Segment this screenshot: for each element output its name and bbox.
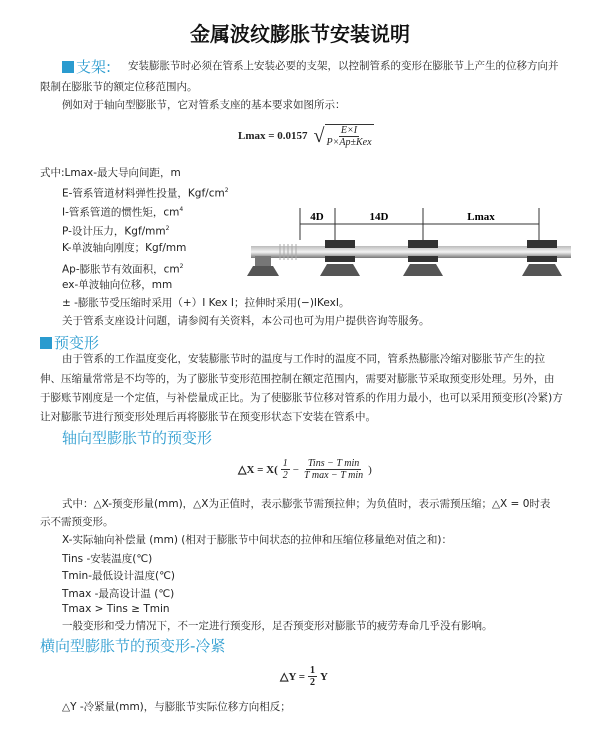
formula-numerator: E×I xyxy=(340,125,358,136)
predeform-heading: 预变形 xyxy=(40,332,99,353)
var-e: E-管系管道材料弹性投量，Kgf/$cm^2$ xyxy=(62,187,229,200)
dim-label-lmax: Lmax xyxy=(467,211,495,223)
axial-heading: 轴向型膨胀节的预变形 xyxy=(62,429,213,447)
support-note: 关于管系支座设计问题，请参阅有关资料，本公司也可为用户提供咨询等服务。 xyxy=(62,315,430,327)
support-heading-text: 支架: xyxy=(76,58,112,76)
axial-line-note: 一般变形和受力情况下，不一定进行预变形，足否预变形对膨胀节的疲劳寿命几乎没有影响。 xyxy=(62,620,493,632)
predeform-para-1: 由于管系的工作温度变化，安装膨胀节时的温度与工作时的温度不同，管系热膨胀冷缩对膨胀节产生的拉 xyxy=(62,353,545,365)
axial-line-tmin: Tmin-最低设计温度(℃) xyxy=(62,570,175,582)
square-bullet-icon xyxy=(62,61,74,73)
dim-label-4d: 4D xyxy=(310,211,324,223)
support-example: 例如对于轴向型膨胀节，它对管系支座的基本要求如图所示： xyxy=(62,99,346,111)
axial-line-tins: Tins -安装温度(℃) xyxy=(62,553,153,565)
axial-line-1: 式中：△X-预变形量(mm)，△X为正值时，表示膨张节需预拉伸；为负值时，表示需预压缩；△X = 0时表 xyxy=(62,498,551,510)
square-bullet-icon xyxy=(40,337,52,349)
var-pm: ± -膨胀节受压缩时采用（+）I Kex I；拉伸时采用(−)IKexI。 xyxy=(62,297,350,309)
axial-line-ineq: Tmax > Tins ≥ Tmin xyxy=(62,603,170,615)
support-diagram xyxy=(245,200,575,280)
formula-denominator: P×Ap±Kex xyxy=(326,137,372,148)
formula-lhs: Lmax = 0.0157 xyxy=(238,130,308,142)
lateral-heading: 横向型膨胀节的预变形-冷紧 xyxy=(40,637,226,655)
axial-line-3: X-实际轴向补偿量 (mm) (相对于膨胀节中间状态的拉伸和压缩位移量绝对值之和)： xyxy=(62,534,452,546)
axial-line-tmax: Tmax -最高设计温 (℃) xyxy=(62,588,175,600)
dimension-lines xyxy=(300,208,539,240)
var-k: K-单波轴向刚度；Kgf/mm xyxy=(62,242,187,254)
axial-line-2: 示不需预变形。 xyxy=(40,516,114,528)
var-i: I-管系管道的惯性矩，$cm^4$ xyxy=(62,206,184,219)
sqrt: √ $\frac{E\times I}{\text{P×Ap±Kex}}$ xyxy=(313,125,372,148)
support-intro-2: 限制在膨胀节的额定位移范围内。 xyxy=(40,81,198,93)
lmax-formula xyxy=(238,124,377,148)
support-heading xyxy=(62,56,111,77)
where-lmax: 式中:Lmax-最大导向间距，m xyxy=(40,167,181,179)
predeform-para-4: 让对膨胀节进行预变形处理后再将膨胀节在预变形状态下安装在管系中。 xyxy=(40,411,376,423)
axial-formula: △X = X( $\frac{1}{2}$ − $\frac{\text{Tins − T min}}{\text{T max − T min}}$ ) xyxy=(238,458,372,481)
lateral-formula: △Y = $\frac{1}{2}$ Y xyxy=(280,665,328,688)
predeform-para-2: 伸、压缩量常常是不均等的，为了膨胀节变形范围控制在额定范围内，需要对膨胀节采取预变形处理。另外，由 xyxy=(40,373,555,385)
page-title: 金属波纹膨胀节安装说明 xyxy=(190,22,410,46)
lateral-line: △Y -冷紧量(mm)，与膨胀节实际位移方向相反； xyxy=(62,701,291,713)
dim-label-14d: 14D xyxy=(369,211,389,223)
var-p: P-设计压力，Kgf/$mm^2$ xyxy=(62,225,170,238)
predeform-para-3: 于膨账节刚度是一个定值，与补偿量成正比。为了使膨胀节位移对管系的作用力最小，也可以采用预变形(冷紧)方 xyxy=(40,392,563,404)
var-ap: Ap-膨胀节有效面积，$cm^2$ xyxy=(62,263,184,276)
var-ex: ex-单波轴向位移，mm xyxy=(62,279,173,291)
support-intro-1: 安装膨胀节时必须在管系上安装必要的支架，以控制管系的变形在膨胀节上产生的位移方向并 xyxy=(128,60,559,72)
